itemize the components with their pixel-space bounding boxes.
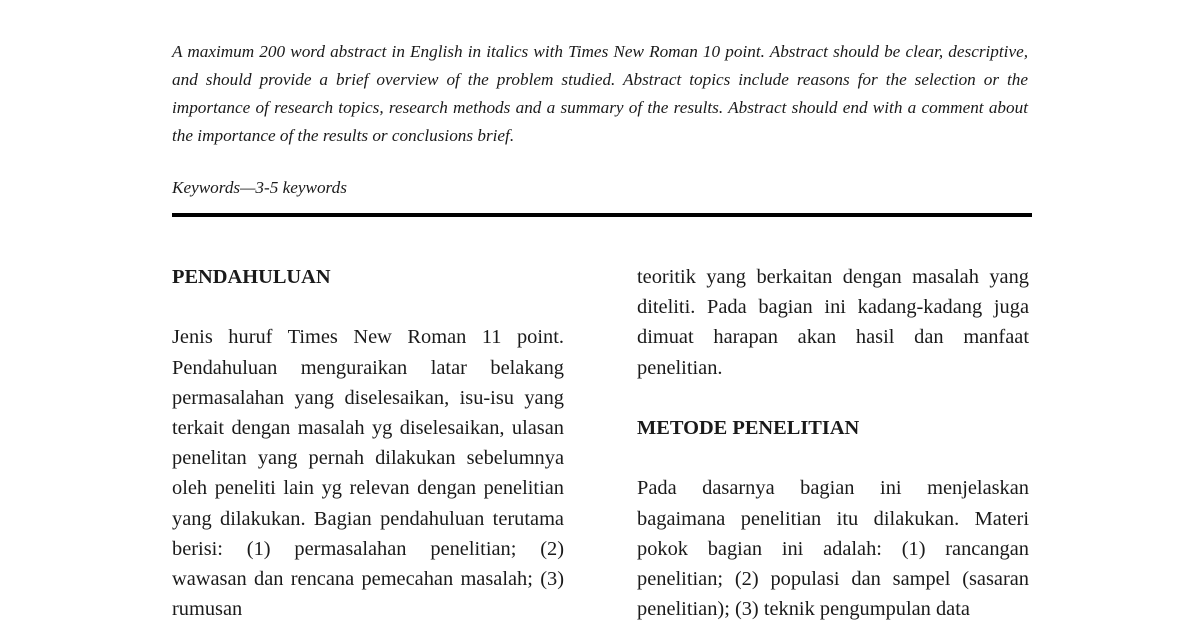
spacer xyxy=(637,443,1029,473)
abstract-text: A maximum 200 word abstract in English in italics with Times New Roman 10 point. Abstract should be clear, descriptive, and should provide a brief overview of the problem studied. Abstract topics include reasons for the selection or the importance of research topics, research methods and a summary of the results. Abstract should end with a comment about the importance of the results or conclusions brief. xyxy=(172,42,1028,145)
spacer xyxy=(637,383,1029,413)
methods-paragraph: Pada dasarnya bagian ini menjelaskan bagaimana penelitian itu dilakukan. Materi pokok bagian ini adalah: (1) rancangan penelitian; (2) populasi dan sampel (sasaran penelitian); (3) teknik pengumpulan data xyxy=(637,477,1029,621)
right-column xyxy=(637,262,1029,624)
left-column xyxy=(172,262,564,624)
methods-heading: METODE PENELITIAN xyxy=(637,417,860,439)
section-divider xyxy=(172,213,1032,217)
introduction-heading: PENDAHULUAN xyxy=(172,266,331,288)
keywords-line: Keywords—3-5 keywords xyxy=(172,178,347,197)
introduction-paragraph: Jenis huruf Times New Roman 11 point. Pendahuluan menguraikan latar belakang permasalahan yang diselesaikan, isu-isu yang terkait dengan masalah yg diselesaikan, ulasan penelitan yang pernah dilakukan sebelumnya oleh peneliti lain yg relevan dengan penelitian yang dilakukan. Bagian pendahuluan terutama berisi: (1) permasalahan penelitian; (2) wawasan dan rencana pemecahan masalah; (3) rumusan xyxy=(172,326,564,621)
introduction-continuation-paragraph: teoritik yang berkaitan dengan masalah yang diteliti. Pada bagian ini kadang-kadang juga dimuat harapan akan hasil dan manfaat penelitian. xyxy=(637,266,1029,379)
spacer xyxy=(172,292,564,322)
